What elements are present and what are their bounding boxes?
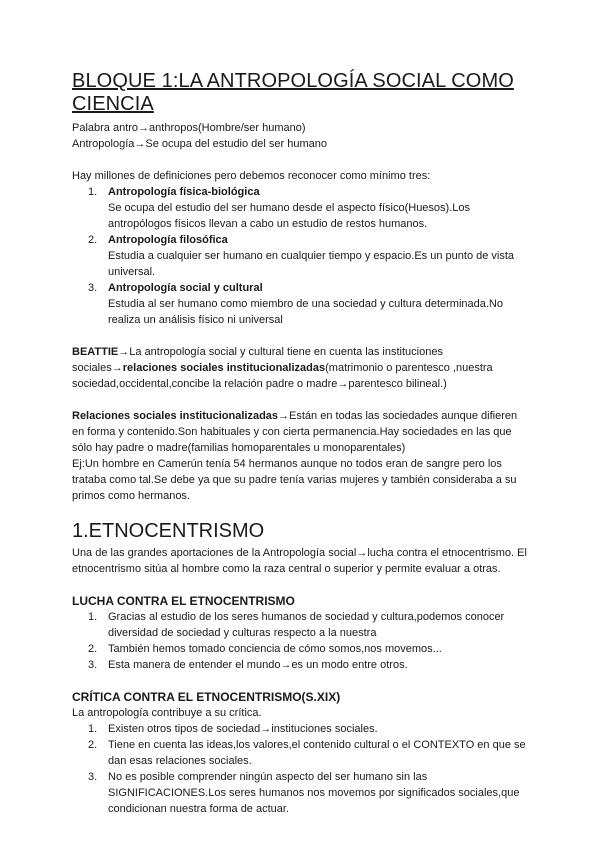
lucha-heading: LUCHA CONTRA EL ETNOCENTRISMO	[72, 594, 295, 608]
relaciones-example: Ej:Un hombre en Camerún tenía 54 hermanos aunque no todos eran de sangre pero los trataba como tal.Se debe ya que su padre tenía varias mujeres y también consideraba a su primos como hermanos.	[72, 458, 517, 502]
definition-item	[72, 280, 532, 328]
document-page	[72, 70, 532, 817]
list-item	[72, 737, 532, 769]
list-number: 1.	[88, 723, 98, 735]
definition-text: Estudia al ser humano como miembro de una sociedad y cultura determinada.No realiza un análisis físico ni universal	[108, 298, 503, 326]
section-intro: Una de las grandes aportaciones de la Antropología social→lucha contra el etnocentrismo. El etnocentrismo sitúa al hombre como la raza central o superior y permite evaluar a otras.	[72, 547, 527, 575]
beattie-text-2: (matrimonio o parentesco ,nuestra sociedad,occidental,concibe la relación padre o madre→parentesco bilineal.)	[72, 362, 493, 390]
definition-item	[72, 184, 532, 232]
definitions-lead: Hay millones de definiciones pero debemos reconocer como mínimo tres:	[72, 170, 431, 182]
list-number: 2.	[88, 739, 98, 751]
page-title: BLOQUE 1:LA ANTROPOLOGÍA SOCIAL COMO CIENCIA	[72, 70, 514, 115]
list-item-text: No es posible comprender ningún aspecto del ser humano sin las SIGNIFICACIONES.Los seres humanos nos movemos por significados sociales,que condicionan nuestra forma de actuar.	[108, 771, 520, 815]
relaciones-term: Relaciones sociales institucionalizadas	[72, 410, 279, 422]
definition-title: Antropología física-biológica	[108, 186, 260, 198]
beattie-bold: relaciones sociales institucionalizadas	[122, 362, 326, 374]
relaciones-text: →Están en todas las sociedades aunque difieren en forma y contenido.Son habituales y con cierta permanencia.Hay sociedades en las que sólo hay padre o madre(familias homoparentales u monoparentales)	[72, 410, 518, 454]
list-number: 3.	[88, 659, 98, 671]
list-item	[72, 721, 532, 737]
list-number: 1.	[88, 186, 98, 198]
list-item-text: Esta manera de entender el mundo→es un modo entre otros.	[108, 659, 408, 671]
beattie-term: BEATTIE	[72, 346, 119, 358]
definition-item	[72, 232, 532, 280]
critica-list	[72, 721, 532, 817]
list-item	[72, 657, 532, 673]
list-item-text: También hemos tomado conciencia de cómo somos,nos movemos...	[108, 643, 442, 655]
intro-line-2: Antropología→Se ocupa del estudio del ser humano	[72, 138, 328, 150]
list-item	[72, 641, 532, 657]
lucha-list	[72, 609, 532, 673]
definition-text: Se ocupa del estudio del ser humano desde el aspecto físico(Huesos).Los antropólogos físicos llevan a cabo un estudio de restos humanos.	[108, 202, 470, 230]
list-number: 1.	[88, 611, 98, 623]
intro-line-1: Palabra antro→anthropos(Hombre/ser humano)	[72, 122, 306, 134]
list-item	[72, 769, 532, 817]
list-item-text: Gracias al estudio de los seres humanos de sociedad y cultura,podemos conocer diversidad de sociedad y culturas respecto a la nuestra	[108, 611, 505, 639]
definition-title: Antropología filosófica	[108, 234, 228, 246]
list-item-text: Tiene en cuenta las ideas,los valores,el contenido cultural o el CONTEXTO en que se dan esas relaciones sociales.	[108, 739, 526, 767]
definition-text: Estudia a cualquier ser humano en cualquier tiempo y espacio.Es un punto de vista universal.	[108, 250, 515, 278]
beattie-text-1: →La antropología social y cultural tiene en cuenta las instituciones sociales→	[72, 346, 443, 374]
list-number: 3.	[88, 771, 98, 783]
critica-lead: La antropología contribuye a su crítica.	[72, 707, 262, 719]
relaciones-paragraph	[72, 408, 532, 456]
list-number: 2.	[88, 643, 98, 655]
definition-title: Antropología social y cultural	[108, 282, 263, 294]
list-item	[72, 609, 532, 641]
definitions-list	[72, 184, 532, 328]
critica-heading: CRÍTICA CONTRA EL ETNOCENTRISMO(S.XIX)	[72, 690, 341, 704]
list-item-text: Existen otros tipos de sociedad→instituciones sociales.	[108, 723, 378, 735]
section-heading: 1.ETNOCENTRISMO	[72, 520, 265, 542]
list-number: 3.	[88, 282, 98, 294]
list-number: 2.	[88, 234, 98, 246]
beattie-paragraph	[72, 344, 532, 392]
